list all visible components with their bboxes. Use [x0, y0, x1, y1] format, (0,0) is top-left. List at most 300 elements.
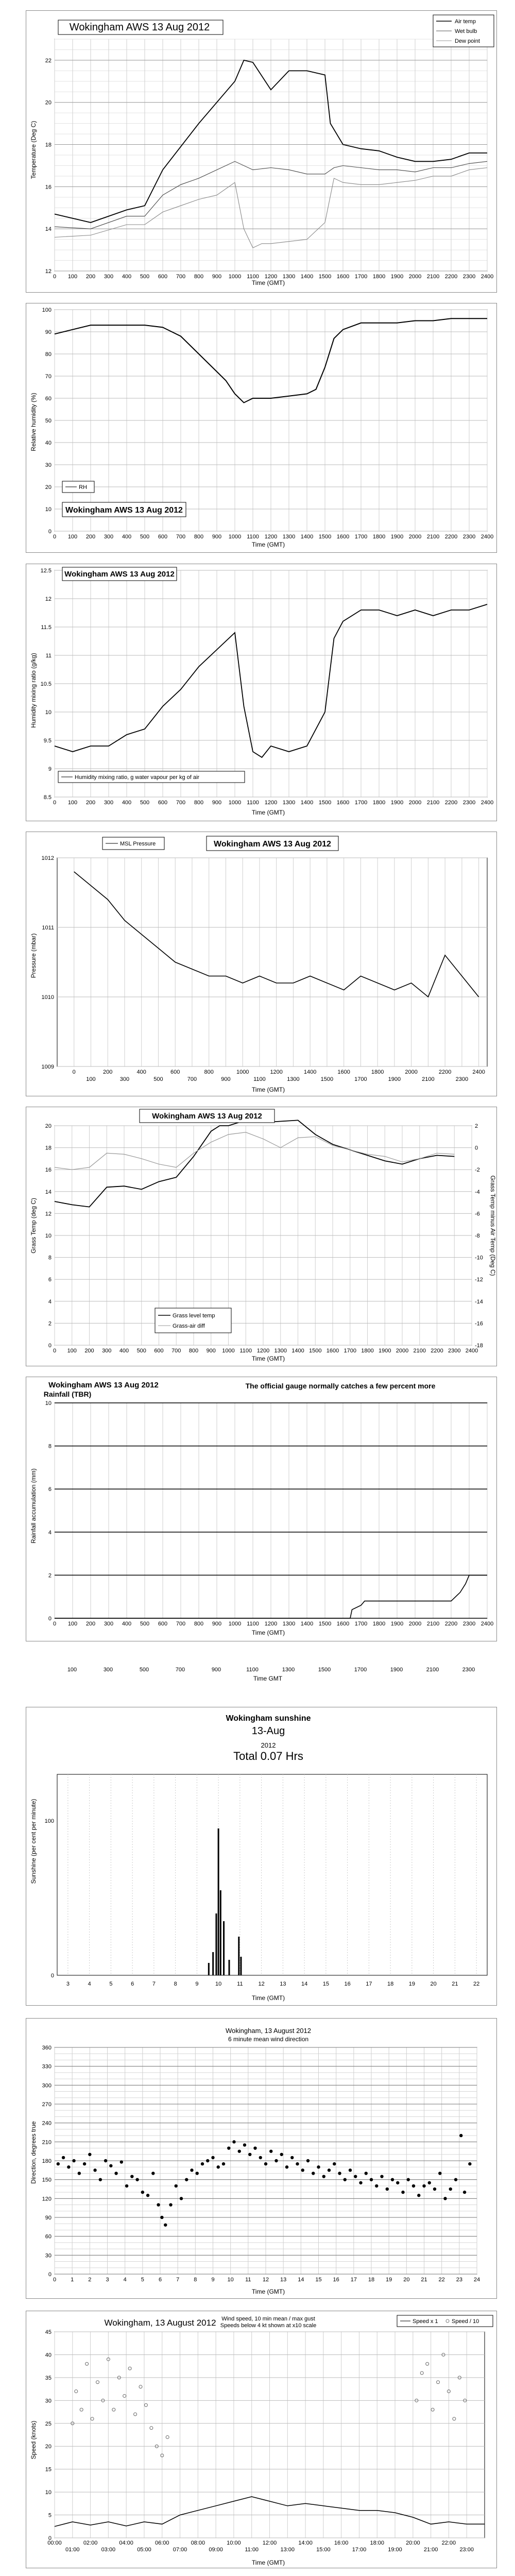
wind-direction-point — [468, 2162, 471, 2165]
wind-direction-point — [57, 2162, 60, 2165]
x-tick-label: 400 — [119, 1348, 129, 1354]
x-tick-label: 500 — [140, 1621, 150, 1627]
x-tick-label: 12 — [258, 1981, 265, 1987]
x-tick-label: 2200 — [444, 1621, 458, 1627]
speed-div10-point — [139, 2385, 142, 2388]
x-tick-label: 1800 — [372, 1621, 386, 1627]
x-tick-label: 1100 — [246, 1667, 259, 1673]
y-tick-label: 40 — [45, 2352, 52, 2359]
y-tick-label: 40 — [45, 440, 52, 446]
wind-direction-point — [391, 2178, 394, 2181]
x-tick-label: 2000 — [396, 1348, 409, 1354]
legend — [155, 1308, 231, 1333]
x-tick-label: 100 — [67, 534, 78, 540]
wind-direction-point — [135, 2178, 139, 2181]
x-tick-label: 700 — [171, 1348, 181, 1354]
x-tick-label: 2400 — [480, 1621, 494, 1627]
wind-direction-point — [459, 2134, 462, 2137]
x-tick-label: 1800 — [361, 1348, 374, 1354]
x-tick-label: 100 — [67, 800, 78, 806]
x-tick-label: 300 — [104, 1621, 114, 1627]
wind-direction-point — [396, 2181, 399, 2184]
y-tick-label: 18 — [45, 1145, 52, 1151]
y-axis-label: Pressure (mbar) — [30, 933, 37, 978]
wind-direction-point — [160, 2216, 163, 2219]
y-tick-label: 0 — [48, 1343, 52, 1349]
wind-direction-point — [169, 2203, 172, 2206]
y-right-tick-label: 0 — [475, 1145, 478, 1151]
x-tick-label: 10 — [215, 1981, 222, 1987]
y-axis-label: Rainfall accumulation (mm) — [30, 1468, 37, 1544]
x-tick-label: 1000 — [236, 1069, 249, 1075]
speed-div10-point — [166, 2435, 169, 2438]
x-tick-label: 400 — [122, 274, 132, 280]
sunshine-chart — [26, 1707, 497, 2006]
x-tick-label: 400 — [136, 1069, 146, 1075]
y-tick-label: 50 — [45, 418, 52, 424]
x-tick-label: 15:00 — [316, 2547, 331, 2553]
speed-div10-point — [80, 2408, 83, 2411]
legend-label: Grass-air diff — [173, 1323, 205, 1329]
wind-direction-point — [130, 2175, 133, 2178]
y-tick-label: 15 — [45, 2466, 52, 2473]
x-tick-label: 1000 — [222, 1348, 235, 1354]
wind-direction-point — [88, 2153, 91, 2156]
y-tick-label: 100 — [44, 1818, 54, 1824]
mixing-ratio-chart — [26, 564, 497, 822]
speed-div10-point — [134, 2413, 137, 2416]
sunshine-chart-panel — [26, 1707, 497, 2006]
x-tick-label: 1200 — [256, 1348, 270, 1354]
y-tick-label: 90 — [45, 2215, 52, 2221]
x-tick-label: 09:00 — [209, 2547, 223, 2553]
x-tick-label: 13:00 — [280, 2547, 295, 2553]
x-tick-label: 1600 — [336, 1621, 350, 1627]
x-tick-label: 100 — [67, 1348, 77, 1354]
wind-direction-point — [238, 2149, 241, 2153]
x-tick-label: 11:00 — [245, 2547, 259, 2553]
y-axis-label: Speed (knots) — [30, 2420, 37, 2460]
sunshine-bar — [240, 1957, 242, 1975]
wind-direction-point — [370, 2178, 373, 2181]
speed-div10-point — [437, 2381, 440, 2384]
wind-direction-point — [157, 2203, 160, 2206]
y-tick-label: 150 — [42, 2177, 52, 2183]
y-tick-label: 10 — [45, 2489, 52, 2496]
y-tick-label: 270 — [42, 2102, 52, 2108]
wind-direction-point — [232, 2140, 235, 2143]
x-tick-label: 1600 — [326, 1348, 339, 1354]
x-axis-label: Time (GMT) — [251, 2288, 285, 2295]
x-tick-label: 1700 — [344, 1348, 356, 1354]
wind-direction-point — [196, 2172, 199, 2175]
y-axis-label-right: Grass Temp minus Air Temp (Deg C) — [489, 1175, 496, 1276]
x-tick-label: 12 — [262, 2277, 269, 2283]
x-tick-label: 5 — [109, 1981, 113, 1987]
x-tick-label: 05:00 — [137, 2547, 151, 2553]
y-tick-label: 30 — [45, 2252, 52, 2259]
x-tick-label: 1000 — [228, 274, 242, 280]
wind-direction-point — [180, 2197, 183, 2200]
y-tick-label: 16 — [45, 1167, 52, 1174]
wind-direction-point — [78, 2172, 81, 2175]
wind-direction-point — [375, 2184, 378, 2188]
speed-div10-point — [431, 2408, 434, 2411]
wind-direction-point — [274, 2159, 278, 2162]
x-tick-label: 2400 — [480, 800, 494, 806]
x-tick-label: 300 — [104, 800, 114, 806]
grass-temp-chart-panel — [26, 1107, 497, 1366]
legend — [397, 2315, 493, 2327]
y-tick-label: 11 — [45, 653, 52, 659]
x-tick-label: 15 — [315, 2277, 322, 2283]
speed-div10-point — [420, 2371, 423, 2375]
wind-direction-point — [141, 2191, 144, 2194]
x-tick-label: 600 — [170, 1069, 180, 1075]
y-tick-label: 30 — [45, 462, 52, 468]
y-tick-label: 35 — [45, 2375, 52, 2381]
chart-subtitle: Wind speed, 10 min mean / max gust Speeds below 4 kt shown at x10 scale — [220, 2316, 317, 2329]
legend — [102, 837, 164, 850]
x-tick-label: 200 — [85, 800, 96, 806]
x-tick-label: 600 — [158, 800, 168, 806]
x-tick-label: 1600 — [336, 800, 350, 806]
y-tick-label: 25 — [45, 2420, 52, 2427]
legend-label: Speed / 10 — [452, 2318, 479, 2325]
y-tick-label: 100 — [42, 307, 52, 313]
wind-direction-point — [328, 2168, 331, 2172]
x-tick-label: 10 — [227, 2277, 234, 2283]
plot-frame — [57, 858, 487, 1066]
sunshine-bar — [229, 1960, 230, 1975]
x-axis-label: Time GMT — [253, 1675, 283, 1682]
x-tick-label: 300 — [104, 534, 114, 540]
legend — [62, 481, 94, 493]
x-tick-label: 1700 — [354, 1621, 368, 1627]
x-tick-label: 300 — [103, 1667, 113, 1673]
y-tick-label: 0 — [48, 1616, 52, 1622]
wind-direction-point — [401, 2191, 404, 2194]
x-tick-label: 1300 — [287, 1076, 300, 1082]
chart-title: Wokingham AWS 13 Aug 2012 — [65, 506, 183, 515]
x-tick-label: 200 — [84, 1348, 94, 1354]
temperature-chart-panel — [26, 10, 497, 293]
x-tick-label: 1500 — [318, 800, 332, 806]
x-tick-label: 800 — [194, 800, 204, 806]
x-tick-label: 22 — [473, 1981, 480, 1987]
y-tick-label: 300 — [42, 2082, 52, 2089]
chart-subtitle: 13-Aug — [251, 1725, 285, 1737]
x-tick-label: 1700 — [354, 1076, 367, 1082]
x-tick-label: 1600 — [336, 274, 350, 280]
y-tick-label: 12 — [45, 1211, 52, 1217]
axis-fragment-svg — [26, 1660, 497, 1690]
wind-direction-point — [175, 2184, 178, 2188]
x-tick-label: 04:00 — [119, 2540, 133, 2546]
x-tick-label: 19 — [408, 1981, 415, 1987]
x-tick-label: 1900 — [388, 1076, 401, 1082]
x-tick-label: 1500 — [318, 1667, 331, 1673]
x-tick-label: 0 — [53, 274, 57, 280]
wind-direction-point — [201, 2162, 204, 2165]
y-tick-label: 240 — [42, 2120, 52, 2127]
x-tick-label: 1900 — [390, 274, 404, 280]
wind-direction-point — [380, 2175, 383, 2178]
y-tick-label: 20 — [45, 484, 52, 490]
x-tick-label: 1400 — [303, 1069, 317, 1075]
x-tick-label: 500 — [139, 1667, 149, 1673]
x-tick-label: 900 — [206, 1348, 216, 1354]
y-tick-label: 12.5 — [40, 568, 52, 574]
wind-direction-point — [222, 2162, 225, 2165]
legend-label: Dew point — [455, 38, 480, 44]
x-tick-label: 6 — [158, 2277, 162, 2283]
x-tick-label: 1500 — [309, 1348, 322, 1354]
x-tick-label: 1300 — [282, 1621, 296, 1627]
wind-direction-point — [151, 2172, 154, 2175]
wind-direction-point — [62, 2156, 65, 2159]
wind-direction-point — [109, 2164, 112, 2167]
rainfall-chart-panel — [26, 1377, 497, 1641]
x-tick-label: 20:00 — [406, 2540, 420, 2546]
y-right-tick-label: -18 — [475, 1343, 483, 1349]
x-tick-label: 2200 — [431, 1348, 443, 1354]
x-tick-label: 20 — [430, 1981, 437, 1987]
x-tick-label: 1900 — [390, 800, 404, 806]
wind-direction-point — [190, 2168, 193, 2172]
y-tick-label: 12 — [45, 596, 52, 602]
x-tick-label: 17:00 — [352, 2547, 367, 2553]
x-tick-label: 800 — [204, 1069, 214, 1075]
y-tick-label: 60 — [45, 2233, 52, 2240]
x-tick-label: 1300 — [274, 1348, 287, 1354]
wind-direction-point — [99, 2178, 102, 2181]
legend-label: MSL Pressure — [120, 841, 156, 847]
x-tick-label: 1100 — [247, 274, 259, 280]
x-tick-label: 0 — [53, 1621, 57, 1627]
x-tick-label: 1300 — [282, 800, 296, 806]
y-right-tick-label: -8 — [475, 1233, 480, 1239]
x-tick-label: 00:00 — [47, 2540, 62, 2546]
y-tick-label: 360 — [42, 2045, 52, 2051]
x-tick-label: 2300 — [462, 534, 476, 540]
x-tick-label: 2100 — [426, 1667, 439, 1673]
grass-temp-chart — [26, 1107, 497, 1367]
y-tick-label: 6 — [48, 1277, 52, 1283]
x-tick-label: 2200 — [444, 800, 458, 806]
wind-direction-point — [259, 2156, 262, 2159]
x-tick-label: 700 — [187, 1076, 197, 1082]
x-tick-label: 19 — [386, 2277, 392, 2283]
wind-direction-point — [344, 2178, 347, 2181]
legend — [433, 15, 494, 47]
wind-speed-chart — [26, 2311, 497, 2569]
wind-direction-point — [72, 2159, 75, 2162]
wind-direction-point — [125, 2184, 128, 2188]
x-tick-label: 2100 — [426, 274, 440, 280]
x-tick-label: 600 — [158, 274, 168, 280]
wind-direction-point — [359, 2181, 362, 2184]
x-tick-label: 14 — [298, 2277, 304, 2283]
y-tick-label: 210 — [42, 2139, 52, 2146]
y-tick-label: 14 — [45, 226, 52, 233]
x-tick-label: 200 — [85, 274, 96, 280]
wind-direction-point — [407, 2178, 410, 2181]
wind-direction-point — [365, 2172, 368, 2175]
y-tick-label: 1012 — [41, 855, 54, 861]
x-tick-label: 11 — [245, 2277, 251, 2283]
y-tick-label: 1009 — [41, 1064, 54, 1070]
mixing-ratio-chart-panel — [26, 564, 497, 821]
wind-direction-point — [443, 2197, 447, 2200]
x-tick-label: 2300 — [455, 1076, 469, 1082]
x-tick-label: 1400 — [300, 534, 314, 540]
x-tick-label: 400 — [122, 1621, 132, 1627]
y-tick-label: 8 — [48, 1443, 52, 1450]
y-tick-label: 45 — [45, 2329, 52, 2335]
wind-direction-point — [412, 2184, 415, 2188]
chart-title: Wokingham AWS 13 Aug 2012 — [64, 570, 175, 579]
x-tick-label: 1300 — [282, 534, 296, 540]
x-tick-label: 500 — [140, 274, 150, 280]
y-tick-label: 2 — [48, 1572, 52, 1579]
x-tick-label: 9 — [195, 1981, 199, 1987]
x-tick-label: 5 — [141, 2277, 144, 2283]
x-tick-label: 17 — [350, 2277, 357, 2283]
x-tick-label: 0 — [72, 1069, 76, 1075]
x-tick-label: 16 — [344, 1981, 351, 1987]
y-axis-label: Grass Temp (deg C) — [30, 1198, 37, 1253]
y-tick-label: 70 — [45, 374, 52, 380]
x-tick-label: 23 — [456, 2277, 462, 2283]
x-tick-label: 1400 — [300, 800, 314, 806]
chart-title: Wokingham sunshine — [226, 1714, 311, 1723]
y-tick-label: 8.5 — [43, 794, 52, 801]
x-tick-label: 2400 — [480, 274, 494, 280]
speed-div10-point — [150, 2427, 153, 2430]
x-tick-label: 1800 — [372, 800, 386, 806]
y-tick-label: 80 — [45, 351, 52, 358]
speed-div10-point — [426, 2362, 429, 2365]
x-tick-label: 2300 — [462, 1621, 476, 1627]
x-tick-label: 900 — [212, 274, 222, 280]
x-tick-label: 700 — [176, 534, 186, 540]
x-tick-label: 0 — [53, 534, 57, 540]
legend-label: Humidity mixing ratio, g water vapour per kg of air — [75, 774, 200, 781]
wind-direction-point — [454, 2178, 457, 2181]
speed-div10-point — [144, 2403, 147, 2406]
x-tick-label: 900 — [212, 1621, 222, 1627]
series-line-grass-level-temp — [55, 1120, 454, 1207]
y-tick-label: 30 — [45, 2398, 52, 2404]
wind-direction-point — [185, 2178, 188, 2181]
x-tick-label: 0 — [53, 1348, 57, 1354]
x-tick-label: 1700 — [354, 1667, 367, 1673]
y-tick-label: 6 — [48, 1486, 52, 1493]
wind-direction-point — [301, 2168, 304, 2172]
y-tick-label: 10 — [45, 709, 52, 716]
x-tick-label: 2000 — [408, 800, 422, 806]
x-tick-label: 2100 — [426, 800, 440, 806]
wind-direction-point — [280, 2153, 283, 2156]
chart-title: Wokingham AWS 13 Aug 2012 — [48, 1381, 159, 1389]
wind-direction-point — [386, 2188, 389, 2191]
y-right-tick-label: -16 — [475, 1320, 483, 1327]
x-tick-label: 600 — [154, 1348, 164, 1354]
x-tick-label: 900 — [212, 800, 222, 806]
x-tick-label: 14 — [301, 1981, 308, 1987]
y-tick-label: 10 — [45, 1400, 52, 1406]
y-axis-label: Direction, degrees true — [30, 2121, 37, 2184]
sunshine-bar — [220, 1890, 221, 1975]
wind-direction-point — [463, 2191, 466, 2194]
x-tick-label: 16 — [333, 2277, 339, 2283]
humidity-chart-panel — [26, 303, 497, 553]
x-tick-label: 1700 — [354, 274, 368, 280]
x-tick-label: 2200 — [444, 534, 458, 540]
wind-direction-point — [428, 2181, 431, 2184]
x-axis-label: Time (GMT) — [251, 2559, 285, 2566]
x-tick-label: 1800 — [372, 274, 386, 280]
x-tick-label: 08:00 — [191, 2540, 205, 2546]
y-tick-label: 18 — [45, 142, 52, 148]
x-tick-label: 2 — [88, 2277, 92, 2283]
speed-div10-point — [123, 2394, 126, 2397]
wind-direction-point — [114, 2172, 117, 2175]
y-tick-label: 9 — [48, 766, 52, 772]
x-tick-label: 0 — [53, 2277, 57, 2283]
x-tick-label: 1900 — [390, 534, 404, 540]
chart-title: Wokingham, 13 August 2012 — [104, 2318, 216, 2328]
x-tick-label: 14:00 — [298, 2540, 313, 2546]
x-tick-label: 16:00 — [334, 2540, 349, 2546]
y-tick-label: 0 — [50, 1973, 54, 1979]
x-tick-label: 06:00 — [154, 2540, 169, 2546]
y-axis-label: Sunshine (per cent per minute) — [30, 1799, 37, 1884]
x-tick-label: 900 — [221, 1076, 231, 1082]
y-axis-label: Relative humidity (%) — [30, 393, 37, 451]
speed-div10-point — [75, 2390, 78, 2393]
x-tick-label: 900 — [212, 534, 222, 540]
x-tick-label: 100 — [86, 1076, 96, 1082]
y-tick-label: 14 — [45, 1189, 52, 1195]
x-tick-label: 4 — [88, 1981, 91, 1987]
x-tick-label: 2300 — [462, 800, 476, 806]
x-axis-label: Time (GMT) — [251, 809, 285, 816]
y-tick-label: 330 — [42, 2063, 52, 2070]
x-tick-label: 11 — [237, 1981, 243, 1987]
x-tick-label: 800 — [188, 1348, 199, 1354]
x-tick-label: 1700 — [354, 534, 368, 540]
y-tick-label: 10 — [45, 1233, 52, 1239]
x-tick-label: 1500 — [318, 274, 332, 280]
sunshine-bar — [212, 1952, 214, 1975]
x-tick-label: 01:00 — [65, 2547, 80, 2553]
wind-direction-point — [433, 2188, 436, 2191]
x-tick-label: 7 — [152, 1981, 156, 1987]
wind-direction-point — [93, 2168, 96, 2172]
x-tick-label: 700 — [176, 800, 186, 806]
pressure-chart-panel — [26, 832, 497, 1096]
x-tick-label: 2000 — [405, 1069, 418, 1075]
x-tick-label: 4 — [123, 2277, 127, 2283]
wind-direction-point — [322, 2175, 325, 2178]
speed-div10-point — [96, 2381, 99, 2384]
x-tick-label: 1100 — [239, 1348, 252, 1354]
x-tick-label: 100 — [67, 1667, 77, 1673]
x-tick-label: 100 — [67, 274, 78, 280]
speed-div10-point — [128, 2367, 131, 2370]
